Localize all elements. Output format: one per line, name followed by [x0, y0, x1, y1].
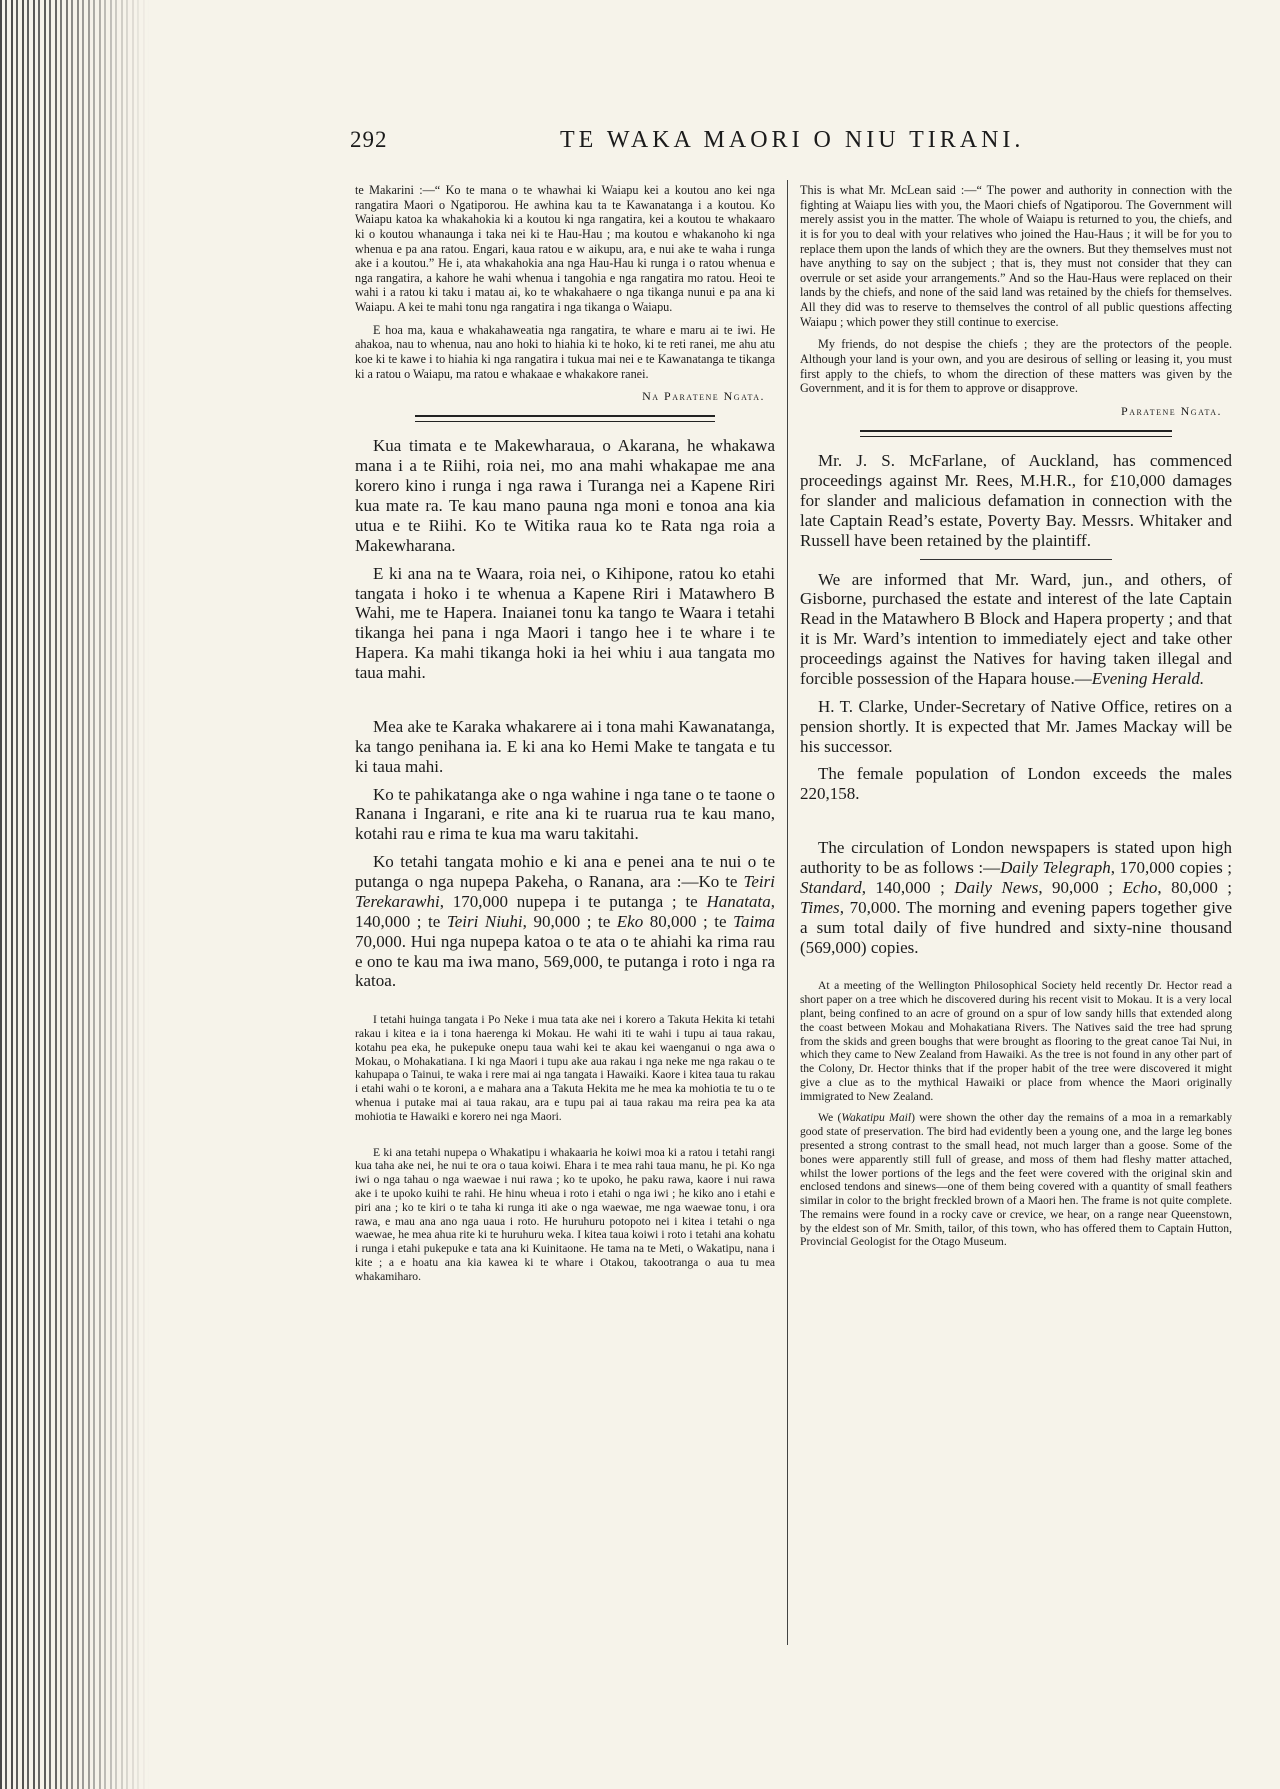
title-teiri-niuhi: Teiri Niuhi — [446, 911, 523, 931]
text-span: , 140,000 ; te — [355, 891, 775, 931]
text-span: 70,000. Hui nga nupepa katoa o te ata o te ahiahi ka rima rau e ono te kau ma iwa mano, 569,000, te putanga i roto i nga ra katoa. — [355, 931, 775, 991]
book-spine-scan-edge — [0, 0, 150, 1789]
title-eko: Eko — [616, 911, 644, 931]
left-news-ward: E ki ana na te Waara, roia nei, o Kihipone, ratou ko etahi tangata i hoko i te whenua a Kapene Riri i Matawhero B Wahi, me te Hapera. Inaianei tonu ka tango te Waara i tetahi tikanga hei pana i nga Maori i tango hee i te whare i te Hapera. Ka mahi tikanga hoki ia hei whiu i aua tangata mo taua mahi. — [355, 563, 775, 683]
left-news-clarke: Mea ake te Karaka whakarere ai i tona mahi Kawanatanga, ka tango penihana ia. E ki ana ko Hemi Make te tangata e tu ki taua mahi. — [355, 716, 775, 776]
text-span: , 90,000 ; — [1038, 877, 1123, 897]
right-article-mclean-speech: This is what Mr. McLean said :—“ The power and authority in connection with the fighting at Waiapu lies with you, the Maori chiefs of Ngatiporou. The Government will merely assist you in the matter. The whole of Waiapu is returned to you, the chiefs, and it is for you to deal with your relatives who joined the Hau-Haus ; it will be for you to replace them upon the lands of which they are the owners. But they themselves must not have anything to say on the subject ; that is, they must not consider that they can overrule or set aside your arrangements.” And so the Hau-Haus were replaced on their lands by the chiefs, and none of the said land was retained by the chiefs for themselves. All they did was to reserve to themselves the control of all public questions affecting Waiapu ; which power they still continue to exercise. — [800, 183, 1232, 329]
text-span: We are informed that Mr. Ward, jun., and others, of Gisborne, purchased the estate and interest of the late Captain Read in the Matawhero B Block and Hapera property ; and that it is Mr. Ward’s intention to immediately eject and take other proceedings against the Natives for having taken illegal and forcible possession of the Hapara house.— — [800, 569, 1232, 688]
right-news-newspapers — [800, 838, 1232, 957]
text-span: , 90,000 ; te — [522, 911, 617, 931]
source-evening-herald: Evening Herald. — [1091, 668, 1205, 688]
left-news-newspapers — [355, 852, 775, 991]
right-news-tree: At a meeting of the Wellington Philosophical Society held recently Dr. Hector read a short paper on a tree which he discovered during his recent visit to Mokau. It is a very local plant, being confined to an acre of ground on a spur of low sandy hills that extended along the coast between Mokau and Mohakatiana Rivers. The Natives said the tree had sprung from the skids and green boughs that were brought as flooring to the great canoe Tai Nui, in which they came to New Zealand from Hawaiki. As the tree is not found in any other part of the Colony, Dr. Hector thinks that if the proper habit of the tree were discovered it might give a clue as to the mythical Hawaiki or place from whence the Maori originally immigrated to New Zealand. — [800, 979, 1232, 1103]
title-teiri-terekarawhi: Teiri Terekarawhi — [355, 872, 775, 911]
left-news-tree: I tetahi huinga tangata i Po Neke i mua tata ake nei i korero a Takuta Hekita ki tetahi rakau i kitea e ia i tona haerenga ki Mokau. He wahi iti te wahi i tupu ai taua rakau, kotahu pea eka, he pukepuke onepu taua wahi kei te akau kei waenganui o nga awa o Mokau, o Mohakatiana. I ki nga Maori i tupu ake aua rakau i nga neke me nga rakau o te kahupapa o Tainui, te waka i rere mai ai nga tangata i Hawaiki. Kaore i kitea taua tu rakau i etahi wahi o te koroni, a e mahara ana a Takuta Hekita me he mea ka mohiotia te tu o te whenua i putake mai ai taua rakau, ara e tupu pai ai taua rakau ma reira pea ka ata mohiotia te Hawaiki e korero nei nga Maori. — [355, 1013, 775, 1123]
right-column-english — [800, 183, 1232, 1257]
page-number: 292 — [350, 127, 388, 152]
right-news-clarke: H. T. Clarke, Under-Secretary of Native Office, retires on a pension shortly. It is expected that Mr. James Mackay will be his successor. — [800, 696, 1232, 756]
left-news-moa: E ki ana tetahi nupepa o Whakatipu i whakaaria he koiwi moa ki a ratou i tetahi rangi kua taha ake nei, he nui te ora o taua koiwi. Ehara i te mea rahi taua manu, he pi. Ko nga iwi o nga tahau o nga waewae i nui rawa ; ko te upoko, he paku rawa, kaore i nui rawa ake i te upoko kuihi te rahi. He hinu wheua i roto i etahi o nga iwi ; he kiko ano i etahi e piri ana ; ko te kiri o te taha ki runga iti ake o nga waewae, me nga waewae tonu, i ora rawa, e mau ana ano nga uaua i roto. He huruhuru potopoto nei i kitea i tetahi o nga waewae, he mea ahua rite ki te huruhuru weka. I kitea taua koiwi i roto i tetahi ana kohatu i runga i etahi pukepuke e tata ana ki Kuinitaone. He tama na te Meti, o Wakatipu, nana i kite ; a e hoatu ana kia kawea ki te whare i Otakou, takootranga o aua tu mea whakamiharo. — [355, 1145, 775, 1283]
title-taima: Taima — [733, 911, 776, 931]
right-news-ward — [800, 570, 1232, 689]
text-span: The circulation of London newspapers is stated upon high authority to be as follows :— — [800, 838, 1232, 877]
left-article-friends: E hoa ma, kaua e whakahaweatia nga rangatira, te whare e maru ai te iwi. He ahakoa, nau to whenua, nau ano hoki to hiahia ki te hoko, ki te reti ranei, me ahu atu koe ki te kawe i to hiahia ki nga rangatira i tukua mai nei e te Kawanatanga te tikanga ki a ratou o Waiapu, ma ratou e whakaae e whakakore ranei. — [355, 322, 775, 381]
left-column-maori — [355, 183, 775, 1291]
masthead-title: TE WAKA MAORI O NIU TIRANI. — [560, 127, 1025, 153]
right-news-mcfarlane: Mr. J. S. McFarlane, of Auckland, has commenced proceedings against Mr. Rees, M.H.R., for £10,000 damages for slander and malicious defamation in connection with the late Captain Read’s estate, Poverty Bay. Messrs. Whitaker and Russell have been retained by the plaintiff. — [800, 451, 1232, 550]
title-standard: Standard — [800, 877, 862, 897]
left-double-rule — [415, 415, 715, 422]
right-double-rule — [860, 430, 1172, 437]
title-daily-news: Daily News — [954, 877, 1039, 897]
text-span: Ko tetahi tangata mohio e ki ana e penei ana te nui o te putanga o nga nupepa Pakeha, o Ranana, ara :—Ko te — [355, 852, 775, 892]
page-header — [350, 127, 1160, 161]
text-span: , 170,000 nupepa i te putanga ; te — [439, 891, 707, 911]
column-divider — [787, 180, 788, 1645]
title-times: Times — [800, 897, 840, 917]
text-span: ) were shown the other day the remains of a moa in a remarkably good state of preservation. The bird had evidently been a young one, and the large leg bones presented a strong contrast to the small head, not much larger than a goose. Some of the bones were apparently still full of grease, and moss of them had fleshy matter attached, whilst the lower portions of the legs and the feet were covered with the original skin and enclosed tendons and sinews—one of them being covered with a quantity of small feathers similar in color to the bright freckled brown of a Maori hen. The frame is not quite complete. The remains were found in a rocky cave or crevice, we hear, on a range near Queenstown, by the eldest son of Mr. Smith, tailor, of this town, who has offered them to Captain Hutton, Provincial Geologist for the Otago Museum. — [800, 1111, 1232, 1249]
text-span: , 80,000 ; — [1157, 877, 1232, 897]
source-wakatipu-mail: Wakatipu Mail — [841, 1111, 912, 1125]
right-article-friends: My friends, do not despise the chiefs ; they are the protectors of the people. Although your land is your own, and you are desirous of selling or leasing it, you must first apply to the chiefs, to whom the direction of these matters was given by the Government, and it is for them to approve or disapprove. — [800, 337, 1232, 396]
text-span: , 70,000. The morning and evening papers together give a sum total daily of five hundred and sixty-nine thousand (569,000) copies. — [800, 897, 1232, 957]
right-news-moa — [800, 1111, 1232, 1249]
left-article-mclean-speech: te Makarini :—“ Ko te mana o te whawhai ki Waiapu kei a koutou ano kei nga rangatira Maori o Ngatiporou. He awhina kau ta te Kawanatanga i a koutou. Ko Waiapu katoa ka whakahokia ki a koutou ki nga rangatira, kei a koutou te whakaaro ki o koutou whanaunga i taka nei ki te Hau-Hau ; ma koutou e whakanoho ki nga whenua e pa ana ratou. Engari, kaua ratou e w aikupu, ara, e nui ake te waha i runga ake i a koutou.” He i, ata whakahokia ana nga Hau-Hau ki runga i o ratou whenua e nga rangatira, a kahore he wahi whenua i tangohia e nga rangatira mo ratou. Heoi te wahi i a ratou ki taku i matau ai, ko te whakahaere o nga tikanga nunui e pa ana ki Waiapu. A kei te mahi tonu nga rangatira i nga tikanga o Waiapu. — [355, 183, 775, 315]
title-echo: Echo — [1122, 877, 1158, 897]
right-news-population: The female population of London exceeds the males 220,158. — [800, 764, 1232, 804]
text-span: , 170,000 copies ; — [1110, 858, 1233, 877]
left-news-mcfarlane: Kua timata e te Makewharaua, o Akarana, he whakawa mana i a te Riihi, roia nei, mo ana mahi whakapae me ana korero kino i runga i nga rawa i Turanga nei a Kapene Riri kua mate ra. Te kau mano pauna nga moni e tonoa ana kia utua e te Riihi. Ko te Witika raua ko te Rata nga roia a Makewharana. — [355, 436, 775, 555]
right-signature: Paratene Ngata. — [1121, 403, 1222, 418]
right-rule-1 — [920, 559, 1112, 560]
title-daily-telegraph: Daily Telegraph — [1000, 858, 1111, 877]
left-signature: Na Paratene Ngata. — [642, 389, 765, 404]
text-span: , 140,000 ; — [861, 877, 955, 897]
title-hanatata: Hanatata — [706, 891, 771, 911]
text-span: We ( — [818, 1111, 842, 1125]
text-span: 80,000 ; te — [643, 911, 734, 931]
left-news-population: Ko te pahikatanga ake o nga wahine i nga tane o te taone o Ranana i Ingarani, e rite ana ki te ruarua rua te kau mano, kotahi rau e rima te kua ma waru takitahi. — [355, 784, 775, 844]
